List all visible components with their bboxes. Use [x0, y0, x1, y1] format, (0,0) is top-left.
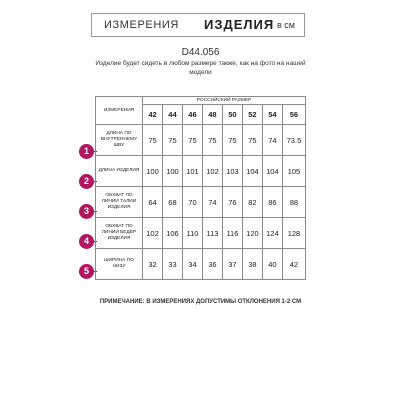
- table-body: [96, 125, 306, 280]
- size-header-cell: 50: [222, 105, 242, 125]
- russian-size-header: РОССИЙСКИЙ РАЗМЕР: [143, 97, 306, 105]
- product-code: D44.056: [181, 47, 220, 58]
- measurement-label: ДЛИНА ИЗДЕЛИЯ: [96, 156, 143, 187]
- measurement-value: 128: [282, 218, 305, 249]
- size-chart-page: [73, 0, 328, 400]
- measurement-value: 36: [202, 249, 222, 280]
- measurement-value: 106: [162, 218, 182, 249]
- measurement-value: 75: [202, 125, 222, 156]
- measurement-value: 120: [242, 218, 262, 249]
- measurement-value: 70: [182, 187, 202, 218]
- size-header-cell: 42: [143, 105, 163, 125]
- measurement-value: 42: [282, 249, 305, 280]
- measurement-value: 103: [222, 156, 242, 187]
- row-number-marker: 4: [79, 234, 94, 249]
- measurement-value: 74: [262, 125, 282, 156]
- measurement-label: ОБХВАТ ПО ЛИНИИ ТАЛИИ ИЗДЕЛИЯ: [96, 187, 143, 218]
- measurement-value: 86: [262, 187, 282, 218]
- measurement-value: 124: [262, 218, 282, 249]
- measurement-label: ШИРИНА ПО НИЗУ: [96, 249, 143, 280]
- measurement-value: 33: [162, 249, 182, 280]
- measurement-value: 88: [282, 187, 305, 218]
- measurement-value: 116: [222, 218, 242, 249]
- row-number-marker: 5: [79, 264, 94, 279]
- size-header-cell: 54: [262, 105, 282, 125]
- table-row: [96, 125, 306, 156]
- size-header-cell: 48: [202, 105, 222, 125]
- row-number-marker: 1: [79, 144, 94, 159]
- measurement-value: 113: [202, 218, 222, 249]
- size-table: [95, 96, 306, 280]
- measurement-value: 110: [182, 218, 202, 249]
- measurement-value: 68: [162, 187, 182, 218]
- measurement-label: ДЛИНА ПО ВНУТРЕННЕМУ ШВУ: [96, 125, 143, 156]
- measurement-value: 75: [143, 125, 163, 156]
- title-unit: в см: [277, 20, 295, 30]
- measurement-value: 40: [262, 249, 282, 280]
- measurement-value: 75: [222, 125, 242, 156]
- measurement-value: 38: [242, 249, 262, 280]
- measurements-column-header: ИЗМЕРЕНИЯ: [96, 97, 143, 125]
- size-header-cell: 44: [162, 105, 182, 125]
- measurement-value: 104: [242, 156, 262, 187]
- measurement-value: 102: [202, 156, 222, 187]
- fit-note: Изделие будет сидеть в любом размере также, как на фото на нашей модели: [95, 60, 306, 76]
- table-row: [96, 156, 306, 187]
- measurement-value: 75: [162, 125, 182, 156]
- size-header-cell: 46: [182, 105, 202, 125]
- measurement-value: 74: [202, 187, 222, 218]
- measurement-value: 104: [262, 156, 282, 187]
- measurement-label: ОБХВАТ ПО ЛИНИИ БЕДЕР ИЗДЕЛИЯ: [96, 218, 143, 249]
- measurement-value: 100: [143, 156, 163, 187]
- row-number-marker: 2: [79, 174, 94, 189]
- measurement-value: 102: [143, 218, 163, 249]
- measurement-value: 75: [242, 125, 262, 156]
- measurement-value: 105: [282, 156, 305, 187]
- measurement-value: 32: [143, 249, 163, 280]
- measurement-value: 37: [222, 249, 242, 280]
- measurement-value: 73.5: [282, 125, 305, 156]
- title-measurements: ИЗМЕРЕНИЯ: [104, 19, 179, 31]
- table-row: [96, 249, 306, 280]
- measurement-value: 82: [242, 187, 262, 218]
- size-header-cell: 56: [282, 105, 305, 125]
- table-row: [96, 187, 306, 218]
- row-number-marker: 3: [79, 204, 94, 219]
- table-row: [96, 218, 306, 249]
- title-box: [91, 13, 305, 37]
- tolerance-footer: ПРИМЕЧАНИЕ: В ИЗМЕРЕНИЯХ ДОПУСТИМЫ ОТКЛОНЕНИЯ 1-2 СМ: [99, 299, 302, 305]
- size-header-cell: 52: [242, 105, 262, 125]
- measurement-value: 34: [182, 249, 202, 280]
- measurement-value: 101: [182, 156, 202, 187]
- title-item: ИЗДЕЛИЯ: [204, 17, 275, 32]
- measurement-value: 75: [182, 125, 202, 156]
- measurement-value: 100: [162, 156, 182, 187]
- measurement-value: 64: [143, 187, 163, 218]
- measurement-value: 76: [222, 187, 242, 218]
